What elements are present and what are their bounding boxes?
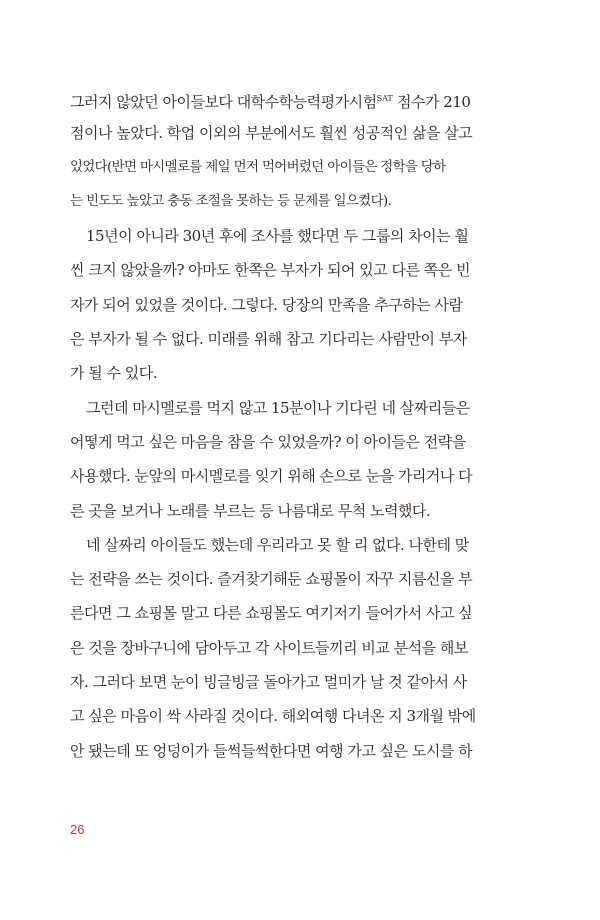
sat-superscript: SAT	[376, 94, 393, 103]
text-line-20: 안 됐는데 또 엉덩이가 들썩들썩한다면 여행 가고 싶은 도시를 하	[70, 741, 473, 760]
text-line-2: 점이나 높았다. 학업 이외의 부분에서도 훨씬 성공적인 삶을 살고	[70, 124, 473, 143]
text-line-13: 른 곳을 보거나 노래를 부르는 등 나름대로 무척 노력했다.	[70, 501, 431, 520]
text-line-7: 자가 되어 있었을 것이다. 그렇다. 당장의 만족을 추구하는 사람	[70, 295, 463, 314]
text-line-15: 는 전략을 쓰는 것이다. 즐겨찾기해둔 쇼핑몰이 자꾸 지름신을 부	[70, 570, 473, 589]
text-line-1	[70, 82, 532, 116]
text-line-18: 자. 그러다 보면 눈이 빙글빙글 돌아가고 멀미가 날 것 같아서 사	[70, 673, 467, 692]
text-line-4: 는 빈도도 높았고 충동 조절을 못하는 등 문제를 일으켰다).	[70, 193, 392, 209]
text-line-14: 네 살짜리 아이들도 했는데 우리라고 못 할 리 없다. 나한테 맞	[86, 535, 469, 554]
text-line-10: 그런데 마시멜로를 먹지 않고 15분이나 기다린 네 살짜리들은	[86, 398, 470, 417]
body-text	[70, 82, 532, 768]
text-line-3: 있었다(반면 마시멜로를 제일 먼저 먹어버렸던 아이들은 정학을 당하	[70, 159, 446, 175]
text-line-1-main: 그러지 않았던 아이들보다 대학수학능력평가시험	[70, 93, 377, 111]
page-number: 26	[70, 822, 85, 837]
text-line-19: 고 싶은 마음이 싹 사라질 것이다. 해외여행 다녀온 지 3개월 밖에	[70, 707, 476, 726]
text-line-16: 른다면 그 쇼핑몰 말고 다른 쇼핑몰도 여기저기 들어가서 사고 싶	[70, 604, 473, 623]
text-line-5: 15년이 아니라 30년 후에 조사를 했다면 두 그룹의 차이는 훨	[86, 227, 469, 246]
text-line-17: 은 것을 장바구니에 담아두고 각 사이트들끼리 비교 분석을 해보	[70, 638, 468, 657]
text-line-11: 어떻게 먹고 싶은 마음을 참을 수 있었을까? 이 아이들은 전략을	[70, 432, 466, 451]
text-line-1-end: 점수가 210	[392, 93, 471, 111]
text-line-9: 가 될 수 있다.	[70, 364, 158, 383]
text-line-6: 씬 크지 않았을까? 아마도 한쪽은 부자가 되어 있고 다른 쪽은 빈	[70, 261, 470, 280]
text-line-8: 은 부자가 될 수 없다. 미래를 위해 참고 기다리는 사람만이 부자	[70, 330, 467, 349]
text-line-12: 사용했다. 눈앞의 마시멜로를 잊기 위해 손으로 눈을 가리거나 다	[70, 467, 473, 486]
